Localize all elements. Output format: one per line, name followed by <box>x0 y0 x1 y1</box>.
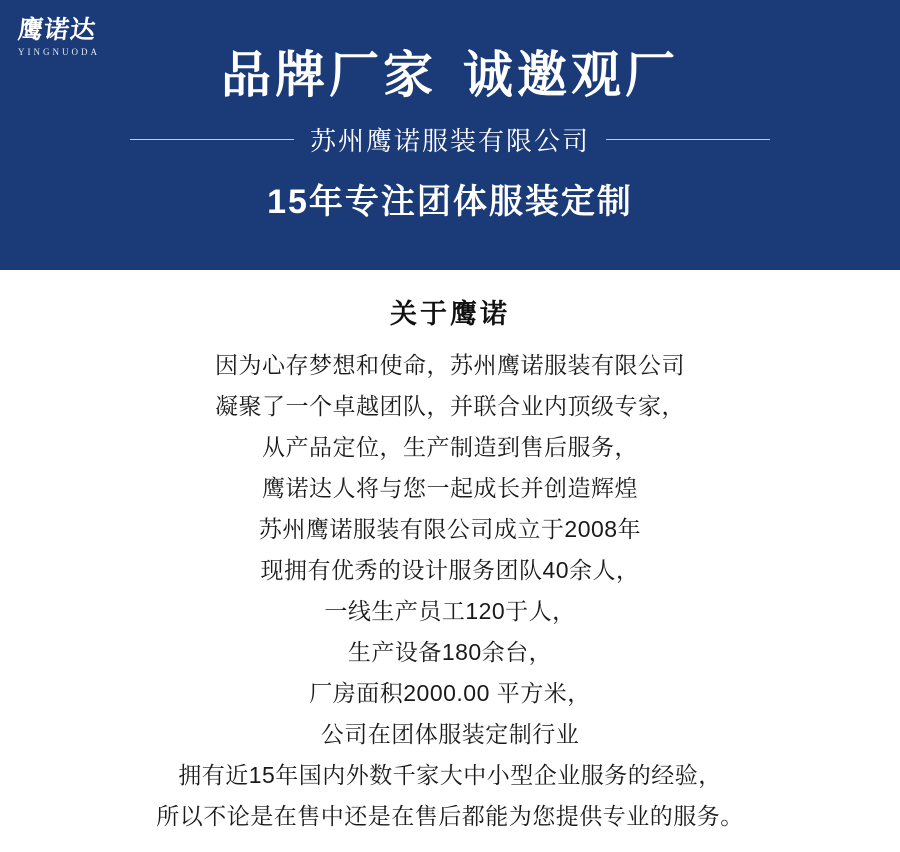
banner-title-part2: 诚邀观厂 <box>463 46 679 103</box>
about-line: 苏州鹰诺服装有限公司成立于2008年 <box>258 516 642 542</box>
divider-right <box>606 139 770 140</box>
banner-title-part1: 品牌厂家 <box>221 46 437 103</box>
company-name-row <box>130 121 770 158</box>
header-banner <box>0 0 900 270</box>
about-line: 凝聚了一个卓越团队，并联合业内顶级专家， <box>215 393 685 419</box>
about-line: 所以不论是在售中还是在售后都能为您提供专业的服务。 <box>156 803 744 829</box>
about-line: 从产品定位，生产制造到售后服务， <box>262 434 638 460</box>
banner-slogan: 15年专注团体服装定制 <box>267 182 633 221</box>
about-line: 现拥有优秀的设计服务团队40余人， <box>260 557 640 583</box>
about-section <box>0 270 900 837</box>
banner-content <box>0 0 900 270</box>
company-name: 苏州鹰诺服装有限公司 <box>310 125 591 156</box>
about-body <box>0 345 900 837</box>
about-line: 厂房面积2000.00 平方米， <box>309 680 591 706</box>
banner-title <box>221 48 679 103</box>
about-line: 生产设备180余台， <box>347 639 553 665</box>
divider-left <box>130 139 294 140</box>
about-line: 公司在团体服装定制行业 <box>320 721 580 747</box>
about-title: 关于鹰诺 <box>390 299 510 329</box>
about-line: 一线生产员工120于人， <box>324 598 576 624</box>
about-line: 因为心存梦想和使命，苏州鹰诺服装有限公司 <box>215 352 685 378</box>
about-line: 拥有近15年国内外数千家大中小型企业服务的经验， <box>178 762 722 788</box>
logo-text: 鹰诺达 <box>16 17 98 44</box>
about-line: 鹰诺达人将与您一起成长并创造辉煌 <box>262 475 638 501</box>
logo-subtext: YINGNUODA <box>18 47 100 57</box>
